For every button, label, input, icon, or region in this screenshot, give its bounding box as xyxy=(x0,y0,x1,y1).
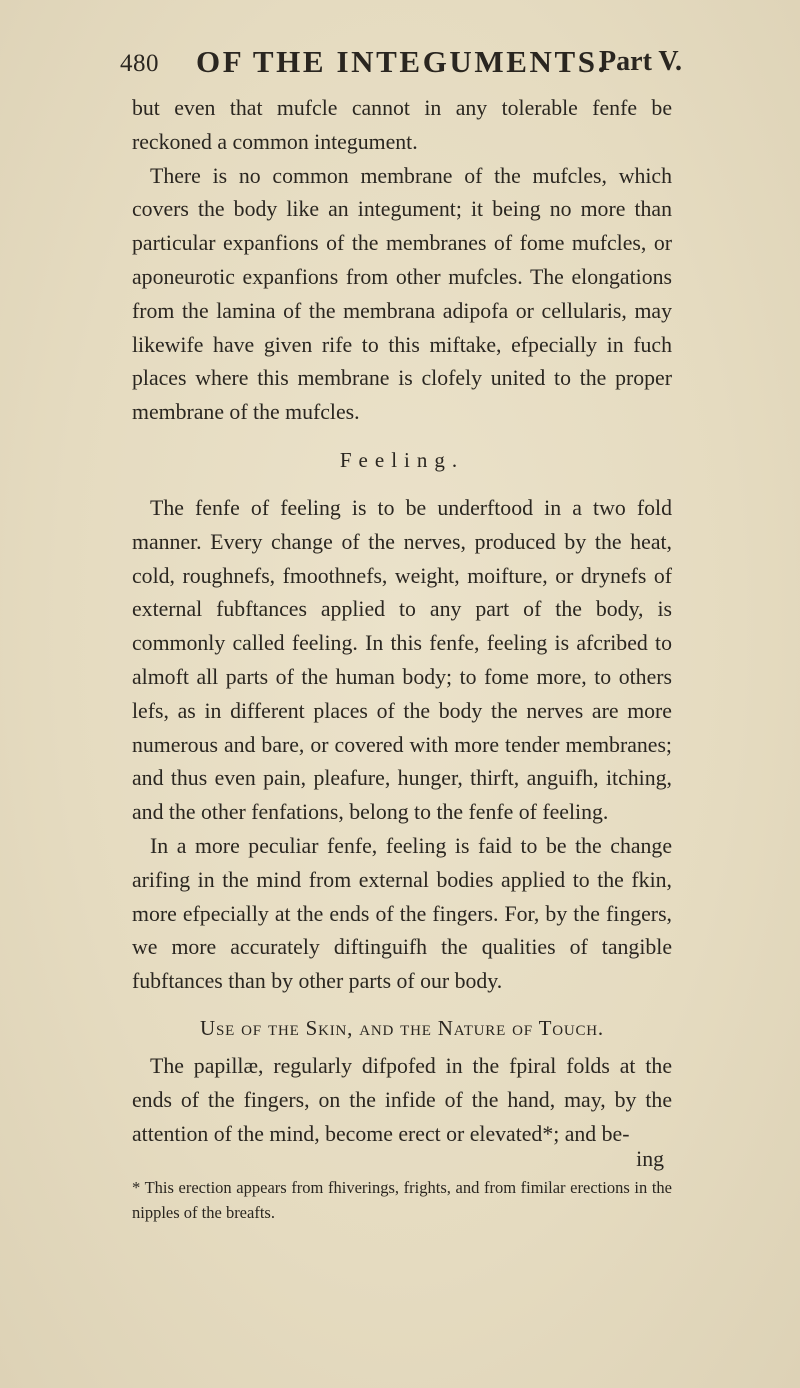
section-heading-feeling: Feeling. xyxy=(339,447,465,472)
paragraph-papillae: The papillæ, regularly difpofed in the fpiral folds at the ends of the fingers, on the infide of the hand, may, by the attention of the mind, become erect or elevated*; and be- xyxy=(132,1053,672,1146)
running-title: OF THE INTEGUMENTS. xyxy=(196,44,608,79)
body-text xyxy=(132,92,672,1225)
section-heading-use-of-skin: Use of the Skin, and the Nature of Touch. xyxy=(200,1015,604,1040)
paragraph-continued: but even that mufcle cannot in any tolerable fenfe be reckoned a common integument. xyxy=(132,96,672,154)
paragraph-sense-of-feeling: The fenfe of feeling is to be underftood in a two fold manner. Every change of the nerves, produced by the heat, cold, roughnefs, fmoothnefs, weight, moifture, or drynefs of external fubftances applied to any part of the body, is commonly called feeling. In this fenfe, feeling is afcribed to almoft all parts of the human body; to fome more, to others lefs, as in different places of the body the nerves are more numerous and bare, or covered with more tender membranes; and thus even pain, pleafure, hunger, thirft, anguifh, itching, and the other fenfations, belong to the fenfe of feeling. xyxy=(132,495,672,825)
page-number: 480 xyxy=(120,50,159,77)
footnote: * This erection appears from fhiverings, frights, and from fimilar erections in the nipples of the breafts. xyxy=(132,1178,672,1223)
page-header xyxy=(120,44,680,90)
part-label: Part V. xyxy=(599,46,682,77)
paragraph-common-membrane: There is no common membrane of the mufcles, which covers the body like an integument; it being no more than particular expanfions of the membranes of fome mufcles, or aponeurotic expanfions from other mufcles. The elongations from the lamina of the membrana adipofa or cellularis, may likewife have given rife to this miftake, efpecially in fuch places where this membrane is clofely united to the proper membrane of the mufcles. xyxy=(132,163,672,425)
catchword: ing xyxy=(636,1147,664,1172)
paragraph-peculiar-sense: In a more peculiar fenfe, feeling is faid to be the change arifing in the mind from external bodies applied to the fkin, more efpecially at the ends of the fingers. For, by the fingers, we more accurately diftinguifh the qualities of tangible fubftances than by other parts of our body. xyxy=(132,833,672,994)
